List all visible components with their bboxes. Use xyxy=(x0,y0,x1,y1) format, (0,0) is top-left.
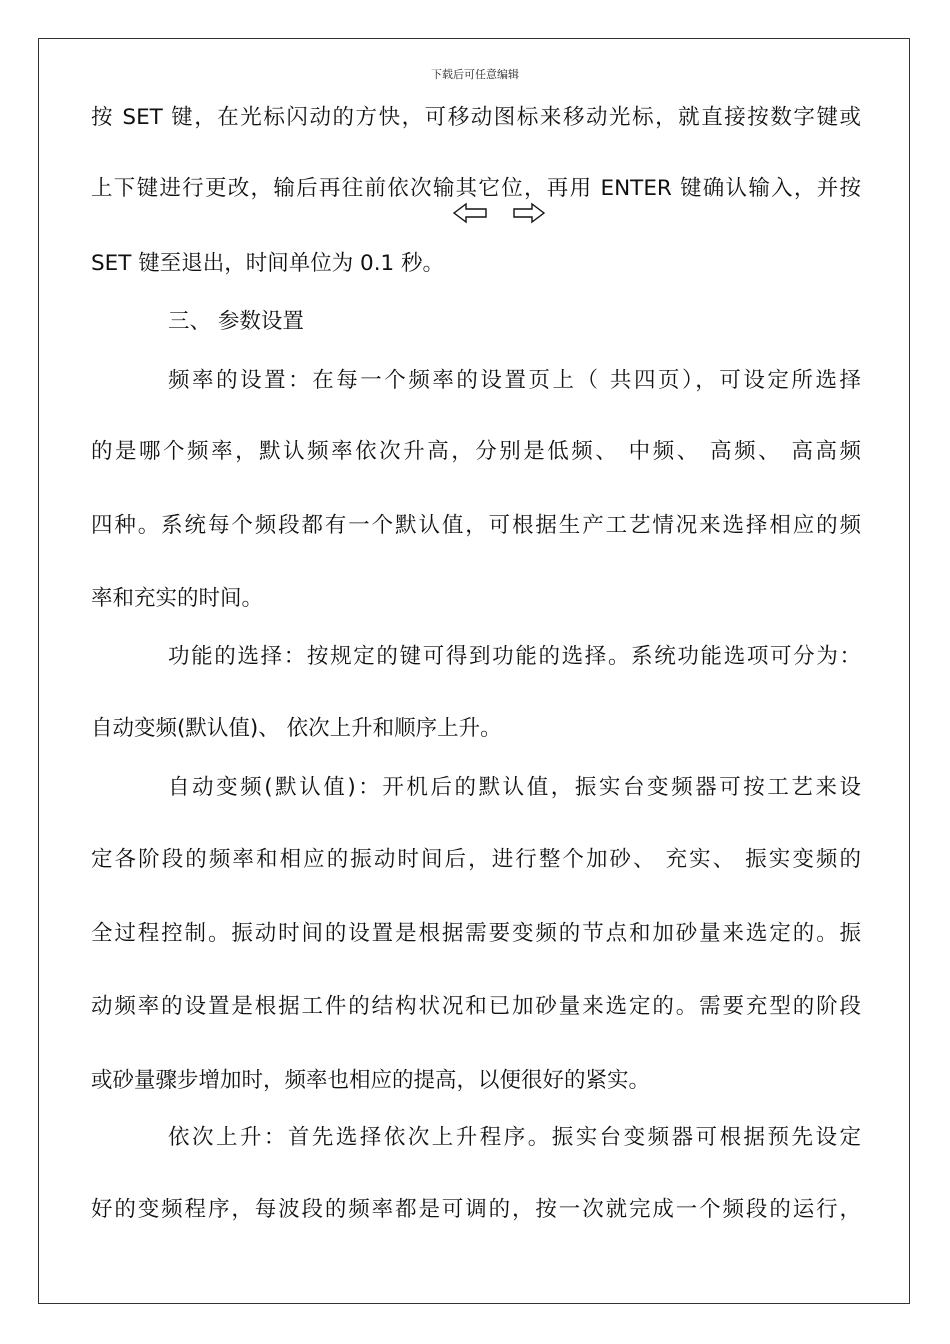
right-arrow-icon xyxy=(514,204,544,222)
left-arrow-icon xyxy=(454,204,486,222)
body-line-5: 频率的设置：在每一个频率的设置页上（ 共四页），可设定所选择 xyxy=(168,368,861,393)
arrow-icons xyxy=(452,202,550,224)
body-line-14: 动频率的设置是根据工件的结构状况和已加砂量来选定的。需要充型的阶段 xyxy=(91,994,861,1019)
body-line-17: 好的变频程序，每波段的频率都是可调的，按一次就完成一个频段的运行， xyxy=(91,1197,861,1222)
section-heading: 三、 参数设置 xyxy=(168,309,304,334)
page-header: 下载后可任意编辑 xyxy=(431,68,519,81)
body-line-8: 率和充实的时间。 xyxy=(91,586,264,611)
body-line-3: SET 键至退出，时间单位为 0.1 秒。 xyxy=(91,251,445,276)
body-line-7: 四种。系统每个频段都有一个默认值，可根据生产工艺情况来选择相应的频 xyxy=(91,513,861,538)
body-line-16: 依次上升：首先选择依次上升程序。振实台变频器可根据预先设定 xyxy=(168,1125,861,1150)
body-line-12: 定各阶段的频率和相应的振动时间后，进行整个加砂、 充实、 振实变频的 xyxy=(91,847,861,872)
body-line-6: 的是哪个频率，默认频率依次升高，分别是低频、 中频、 高频、 高高频 xyxy=(91,439,861,464)
body-line-1: 按 SET 键，在光标闪动的方快，可移动图标来移动光标，就直接按数字键或 xyxy=(91,105,861,130)
body-line-9: 功能的选择：按规定的键可得到功能的选择。系统功能选项可分为： xyxy=(168,644,861,669)
body-line-13: 全过程控制。振动时间的设置是根据需要变频的节点和加砂量来选定的。振 xyxy=(91,921,861,946)
body-line-15: 或砂量骤步增加时，频率也相应的提高，以便很好的紧实。 xyxy=(91,1068,651,1093)
page-border xyxy=(38,38,910,1304)
body-line-10: 自动变频(默认值)、 依次上升和顺序上升。 xyxy=(91,716,502,741)
body-line-2: 上下键进行更改，输后再往前依次输其它位，再用 ENTER 键确认输入，并按 xyxy=(91,176,861,201)
body-line-11: 自动变频(默认值)：开机后的默认值，振实台变频器可按工艺来设 xyxy=(168,775,861,800)
